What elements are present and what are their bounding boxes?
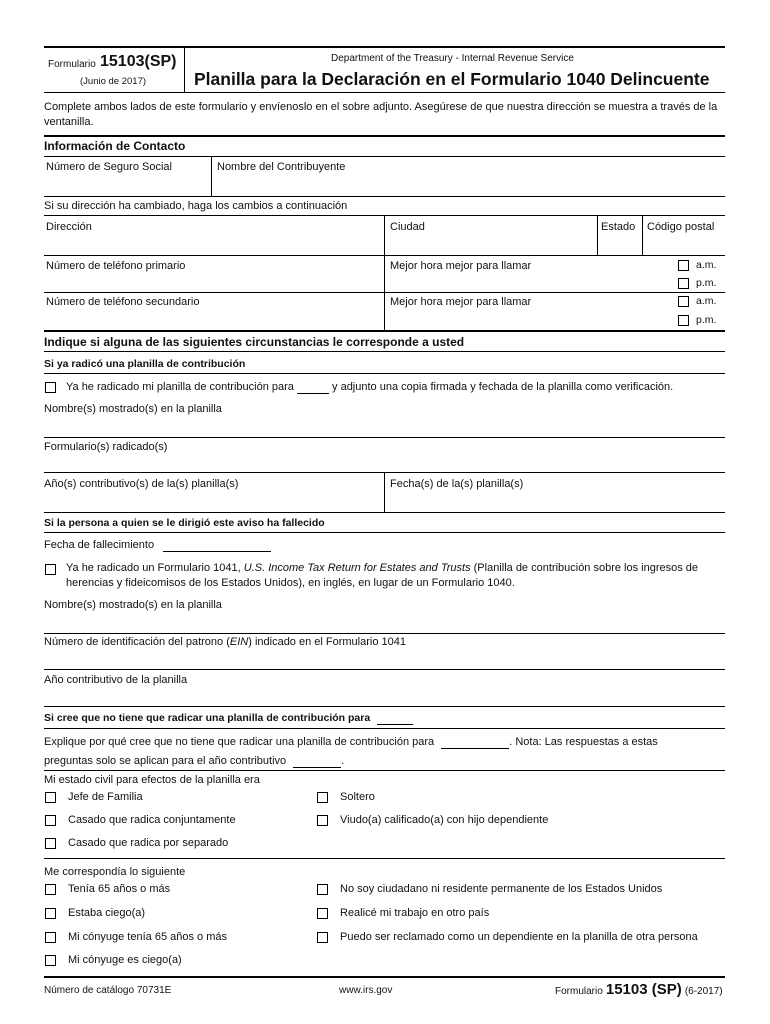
spouse-blind-checkbox[interactable] [45, 955, 56, 966]
filing-status-label: Mi estado civil para efectos de la planilla era [44, 774, 260, 786]
status-married-separate-label: Casado que radica por separado [68, 837, 229, 849]
circumstances-heading: Indique si alguna de las siguientes circunstancias le corresponde a usted [44, 335, 465, 349]
form-label: Formulario [48, 59, 96, 70]
filed-year-blank[interactable] [297, 381, 329, 394]
city-label: Ciudad [390, 221, 425, 233]
explain-tax-year-blank[interactable] [293, 755, 341, 768]
phone2-pm-label: p.m. [696, 314, 717, 326]
address-label: Dirección [46, 221, 92, 233]
ssn-label: Número de Seguro Social [46, 161, 172, 173]
spouse-65-label: Mi cónyuge tenía 65 años o más [68, 931, 227, 943]
death-date-label: Fecha de fallecimiento [44, 539, 271, 552]
status-married-joint-checkbox[interactable] [45, 815, 56, 826]
ein-label: Número de identificación del patrono (EIN) indicado en el Formulario 1041 [44, 636, 406, 648]
explain-line-2: preguntas solo se aplican para el año contributivo . [44, 755, 345, 767]
phone-primary-label: Número de teléfono primario [46, 260, 186, 272]
forms-filed-label: Formulario(s) radicado(s) [44, 441, 168, 453]
instructions: Complete ambos lados de este formulario y envíenoslo en el sobre adjunto. Asegúrese de que nuestra dirección se muestra a través de la ventanilla. [44, 101, 718, 128]
non-resident-label: No soy ciudadano ni residente permanente de los Estados Unidos [340, 883, 663, 895]
best-time-label-1: Mejor hora mejor para llamar [390, 260, 532, 272]
phone1-am-label: a.m. [696, 259, 717, 271]
contact-heading: Información de Contacto [44, 139, 186, 153]
catalog-number: Número de catálogo 70731E [44, 985, 172, 996]
age-65-label: Tenía 65 años o más [68, 883, 171, 895]
form-date: (Junio de 2017) [80, 76, 147, 87]
agency-name: Department of the Treasury - Internal Revenue Service [331, 53, 574, 64]
worked-abroad-label: Realicé mi trabajo en otro país [340, 907, 490, 919]
phone1-pm-checkbox[interactable] [678, 278, 689, 289]
worked-abroad-checkbox[interactable] [317, 908, 328, 919]
tax-year-label: Año contributivo de la planilla [44, 674, 188, 686]
blind-checkbox[interactable] [45, 908, 56, 919]
spouse-65-checkbox[interactable] [45, 932, 56, 943]
filed-names-label: Nombre(s) mostrado(s) en la planilla [44, 403, 222, 415]
state-label: Estado [601, 221, 636, 233]
not-required-heading: Si cree que no tiene que radicar una planilla de contribución para [44, 712, 413, 725]
status-married-joint-label: Casado que radica conjuntamente [68, 814, 236, 826]
status-single-label: Soltero [340, 791, 375, 803]
return-dates-label: Fecha(s) de la(s) planilla(s) [390, 478, 524, 490]
status-head-of-household-checkbox[interactable] [45, 792, 56, 803]
best-time-label-2: Mejor hora mejor para llamar [390, 296, 532, 308]
tax-years-label: Año(s) contributivo(s) de la(s) planilla(s) [44, 478, 239, 490]
phone-secondary-label: Número de teléfono secundario [46, 296, 200, 308]
phone1-pm-label: p.m. [696, 277, 717, 289]
phone1-am-checkbox[interactable] [678, 260, 689, 271]
address-changed-note: Si su dirección ha cambiado, haga los cambios a continuación [44, 200, 348, 212]
phone2-am-checkbox[interactable] [678, 296, 689, 307]
applied-label: Me correspondía lo siguiente [44, 866, 186, 878]
phone2-pm-checkbox[interactable] [678, 315, 689, 326]
not-required-year-blank[interactable] [377, 712, 413, 725]
age-65-checkbox[interactable] [45, 884, 56, 895]
form-number: 15103(SP) [100, 53, 177, 70]
blind-label: Estaba ciego(a) [68, 907, 146, 919]
filed-heading: Si ya radicó una planilla de contribución [44, 358, 246, 370]
form-1041-checkbox[interactable] [45, 564, 56, 575]
status-widow-label: Viudo(a) calificado(a) con hijo dependiente [340, 814, 549, 826]
footer-form-id: Formulario 15103 (SP) (6-2017) [555, 981, 723, 998]
deceased-heading: Si la persona a quien se le dirigió este aviso ha fallecido [44, 517, 325, 529]
spouse-blind-label: Mi cónyuge es ciego(a) [68, 954, 182, 966]
dependent-checkbox[interactable] [317, 932, 328, 943]
zip-label: Código postal [647, 221, 715, 233]
status-widow-checkbox[interactable] [317, 815, 328, 826]
page-title: Planilla para la Declaración en el Formulario 1040 Delincuente [194, 69, 710, 89]
explain-year-blank[interactable] [441, 736, 509, 749]
phone2-am-label: a.m. [696, 295, 717, 307]
dependent-label: Puedo ser reclamado como un dependiente en la planilla de otra persona [340, 931, 698, 943]
non-resident-checkbox[interactable] [317, 884, 328, 895]
form-1041-text: Ya he radicado un Formulario 1041, U.S. Income Tax Return for Estates and Trusts (Planilla de contribución sobre los ingresos de herencias y fideicomisos de los Estados Unidos), en inglés, en lugar de un Formulario 1040. [66, 562, 699, 589]
taxpayer-name-label: Nombre del Contribuyente [217, 161, 346, 173]
status-single-checkbox[interactable] [317, 792, 328, 803]
explain-line-1: Explique por qué cree que no tiene que radicar una planilla de contribución para . Nota: Las respuestas a estas [44, 736, 658, 748]
website: www.irs.gov [339, 985, 393, 996]
death-date-blank[interactable] [163, 539, 271, 552]
status-head-of-household-label: Jefe de Familia [68, 791, 143, 803]
status-married-separate-checkbox[interactable] [45, 838, 56, 849]
already-filed-text: Ya he radicado mi planilla de contribución para y adjunto una copia firmada y fechada de la planilla como verificación. [66, 381, 674, 393]
deceased-names-label: Nombre(s) mostrado(s) en la planilla [44, 599, 222, 611]
already-filed-checkbox[interactable] [45, 382, 56, 393]
